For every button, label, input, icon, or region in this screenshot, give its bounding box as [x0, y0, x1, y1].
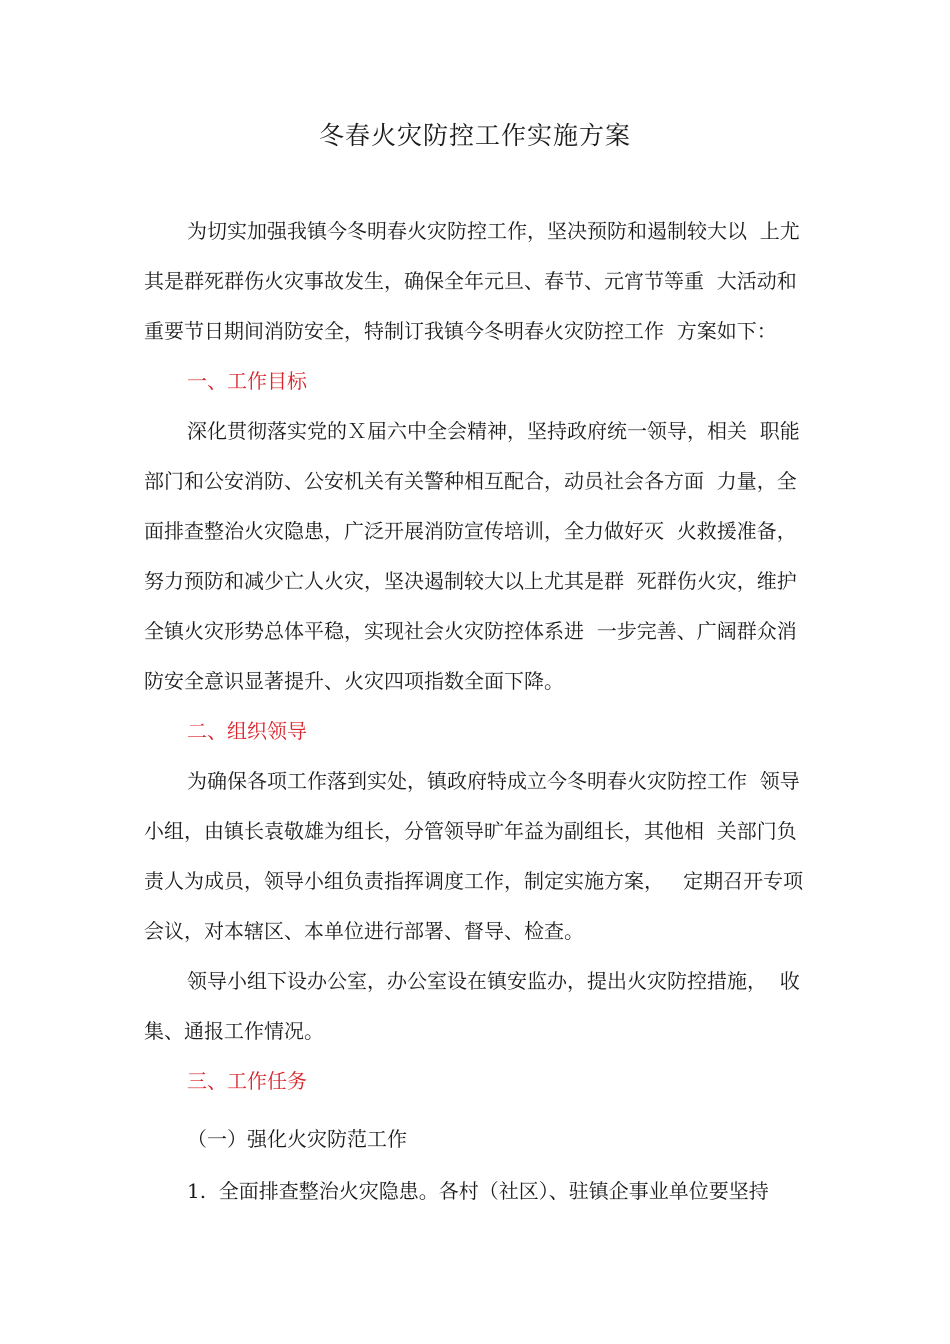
paragraph-line: 全镇火灾形势总体平稳，实现社会火灾防控体系进 一步完善、广阔群众消: [144, 619, 797, 643]
paragraph-line: 其是群死群伤火灾事故发生，确保全年元旦、春节、元宵节等重 大活动和: [144, 269, 797, 293]
paragraph-line: 小组，由镇长袁敬雄为组长，分管领导旷年益为副组长，其他相 关部门负: [144, 819, 797, 843]
paragraph-line: 会议，对本辖区、本单位进行部署、督导、检查。: [144, 919, 584, 943]
paragraph-line: 为确保各项工作落到实处，镇政府特成立今冬明春火灾防控工作 领导: [187, 769, 800, 793]
document-title: 冬春火灾防控工作实施方案: [318, 121, 631, 150]
numbered-item: 1. 全面排查整治火灾隐患。各村（社区）、驻镇企事业单位要坚持: [187, 1179, 769, 1203]
paragraph-line: 深化贯彻落实党的Ｘ届六中全会精神，坚持政府统一领导，相关 职能: [187, 419, 800, 443]
paragraph-line: 面排查整治火灾隐患，广泛开展消防宣传培训，全力做好灭 火救援准备，: [144, 519, 797, 543]
paragraph-line: 领导小组下设办公室，办公室设在镇安监办，提出火灾防控措施， 收: [187, 969, 800, 993]
paragraph-line: 责人为成员，领导小组负责指挥调度工作，制定实施方案， 定期召开专项: [144, 869, 804, 893]
section-heading-tasks: 三、工作任务: [187, 1069, 307, 1093]
subsection-heading: （一）强化火灾防范工作: [187, 1127, 407, 1151]
paragraph-line: 重要节日期间消防安全，特制订我镇今冬明春火灾防控工作 方案如下：: [144, 319, 777, 343]
paragraph-line: 为切实加强我镇今冬明春火灾防控工作，坚决预防和遏制较大以 上尤: [187, 219, 800, 243]
paragraph-line: 防安全意识显著提升、火灾四项指数全面下降。: [144, 669, 564, 693]
section-heading-organization: 二、组织领导: [187, 719, 307, 743]
paragraph-line: 集、通报工作情况。: [144, 1019, 324, 1043]
section-heading-goals: 一、工作目标: [187, 369, 307, 393]
paragraph-line: 部门和公安消防、公安机关有关警种相互配合，动员社会各方面 力量，全: [144, 469, 797, 493]
paragraph-line: 努力预防和减少亡人火灾，坚决遏制较大以上尤其是群 死群伤火灾，维护: [144, 569, 797, 593]
